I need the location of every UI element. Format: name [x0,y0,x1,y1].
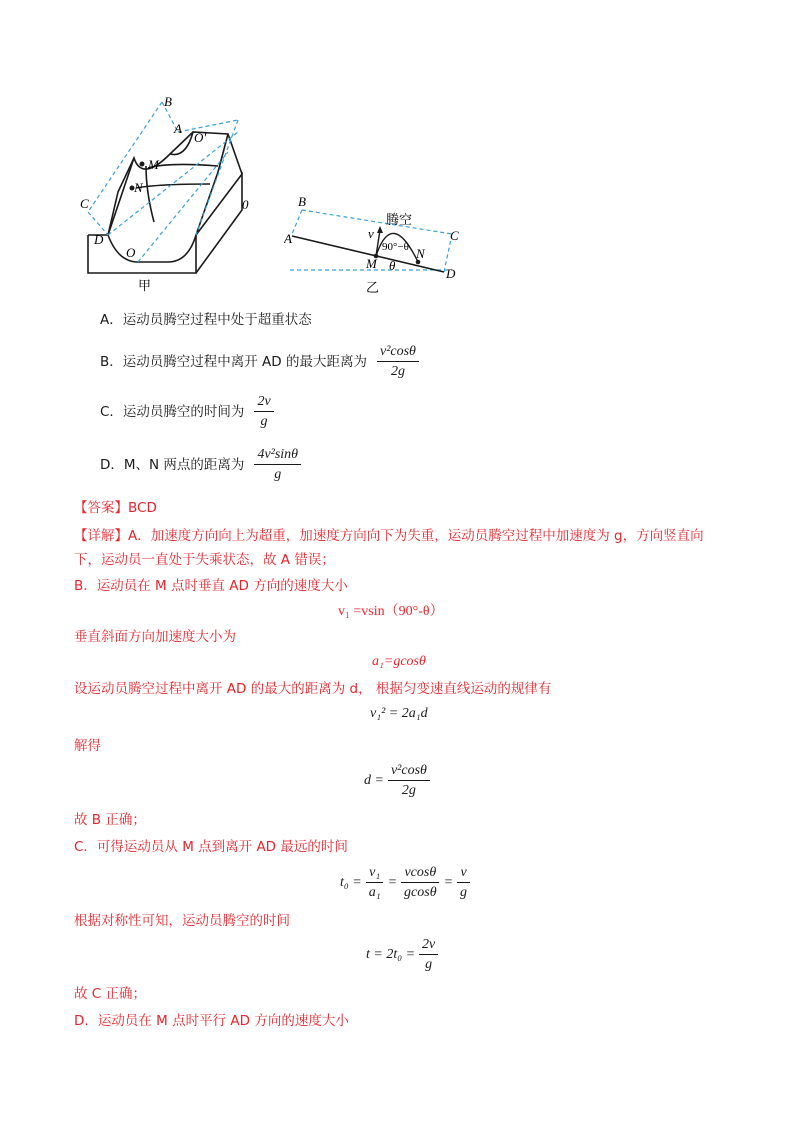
option-c-text: C．运动员腾空的时间为 [100,403,245,420]
option-b-text: B．运动员腾空过程中离开 AD 的最大距离为 [100,353,367,370]
explanation-solve: 解得 [74,738,101,754]
equation-d-fraction [388,762,430,799]
option-c [100,393,274,430]
fig-jia-label-b: B [164,94,172,109]
explanation-b-accel: 垂直斜面方向加速度大小为 [74,629,236,645]
equation-t0-frac-3-den: g [460,885,468,900]
equation-a1: a₁=gcosθ [372,654,426,669]
equation-t0-frac-1-den: a₁ [368,885,381,900]
fig-yi-label-a: A [284,231,292,246]
option-a-text: A．运动员腾空过程中处于超重状态 [100,312,312,328]
fig-jia-label-d: D [94,232,104,247]
option-d-text: D．M、N 两点的距离为 [100,456,245,473]
equation-t0-frac-2-den: gcosθ [404,885,437,900]
fig-yi-caption: 乙 [366,281,380,296]
equation-d [364,762,430,799]
equation-t0-frac-1-num: v₁ [366,864,383,883]
equation-t-fraction [419,936,438,973]
equation-t0-frac-1 [366,864,384,901]
fig-jia-label-n: N [134,180,143,195]
fig-yi-label-b: B [298,194,306,209]
figure-yi [284,192,470,296]
explanation-b-intro: B．运动员在 M 点时垂直 AD 方向的速度大小 [74,578,348,594]
option-c-fraction [254,393,273,430]
figure-jia [78,92,268,298]
option-d [100,446,301,483]
fig-yi-label-m: M [366,256,377,271]
explanation-d-intro: D．运动员在 M 点时平行 AD 方向的速度大小 [74,1013,349,1029]
equation-t0-frac-2-num: vcosθ [401,864,439,883]
equation-d-num: v²cosθ [388,762,430,781]
equation-t0-frac-3-num: v [457,864,469,883]
equation-t0-equals-1: = [387,874,398,890]
fig-jia-label-a: A [174,121,182,136]
equation-t0-frac-3 [457,864,470,901]
equation-t0-frac-2 [401,864,440,901]
option-b [100,343,419,380]
fig-yi-label-v: v [368,226,374,241]
equation-t0-lhs: t₀ = [340,874,362,890]
equation-d-lhs: d = [364,772,384,788]
fig-yi-title: 腾空 [386,213,413,228]
fig-yi-label-n: N [416,246,425,261]
explanation-c-symmetry: 根据对称性可知，运动员腾空的时间 [74,913,290,929]
explanation-c-conclusion: 故 C 正确； [74,986,147,1002]
option-c-den: g [260,414,268,429]
option-d-num: 4v²sinθ [254,446,301,465]
fig-jia-caption: 甲 [138,279,152,294]
option-d-fraction [254,446,301,483]
equation-t0 [340,864,470,901]
explanation-b-conclusion: 故 B 正确； [74,812,146,828]
option-d-den: g [274,467,282,482]
fig-jia-label-oprime: O′ [194,130,207,145]
explanation-line-1: 【详解】A．加速度方向向上为超重，加速度方向向下为失重，运动员腾空过程中加速度为 g，方向竖直向 [74,528,704,544]
explanation-c-intro: C．可得运动员从 M 点到离开 AD 最远的时间 [74,839,348,855]
equation-d-den: 2g [401,783,416,798]
fig-jia-label-o: O [126,245,136,260]
option-b-num: v²cosθ [377,343,419,362]
fig-yi-label-d: D [446,266,456,281]
equation-v1: v₁ =vsin（90°-θ） [338,604,444,619]
equation-t-den: g [425,957,433,972]
equation-t0-equals-2: = [443,874,454,890]
fig-jia-label-m: M [148,157,159,172]
explanation-line-2: 下，运动员一直处于失乘状态，故 A 错误； [74,552,335,568]
equation-v1-squared: v₁² = 2a₁d [370,706,428,721]
option-b-den: 2g [390,364,405,379]
equation-t-num: 2v [419,936,438,955]
answer-label: 【答案】BCD [74,500,157,516]
fig-yi-label-c: C [450,228,459,243]
fig-jia-label-c: C [80,196,89,211]
option-c-num: 2v [254,393,273,412]
fig-yi-label-angle: 90°−θ [382,241,409,253]
equation-t-lhs: t = 2t₀ = [366,946,416,962]
explanation-b-set: 设运动员腾空过程中离开 AD 的最大的距离为 d， 根据匀变速直线运动的规律有 [74,681,552,697]
option-b-fraction [377,343,419,380]
equation-t [366,936,438,973]
fig-jia-label-zero: 0 [242,197,249,212]
option-a [100,311,312,329]
fig-yi-label-theta: θ [389,258,396,273]
